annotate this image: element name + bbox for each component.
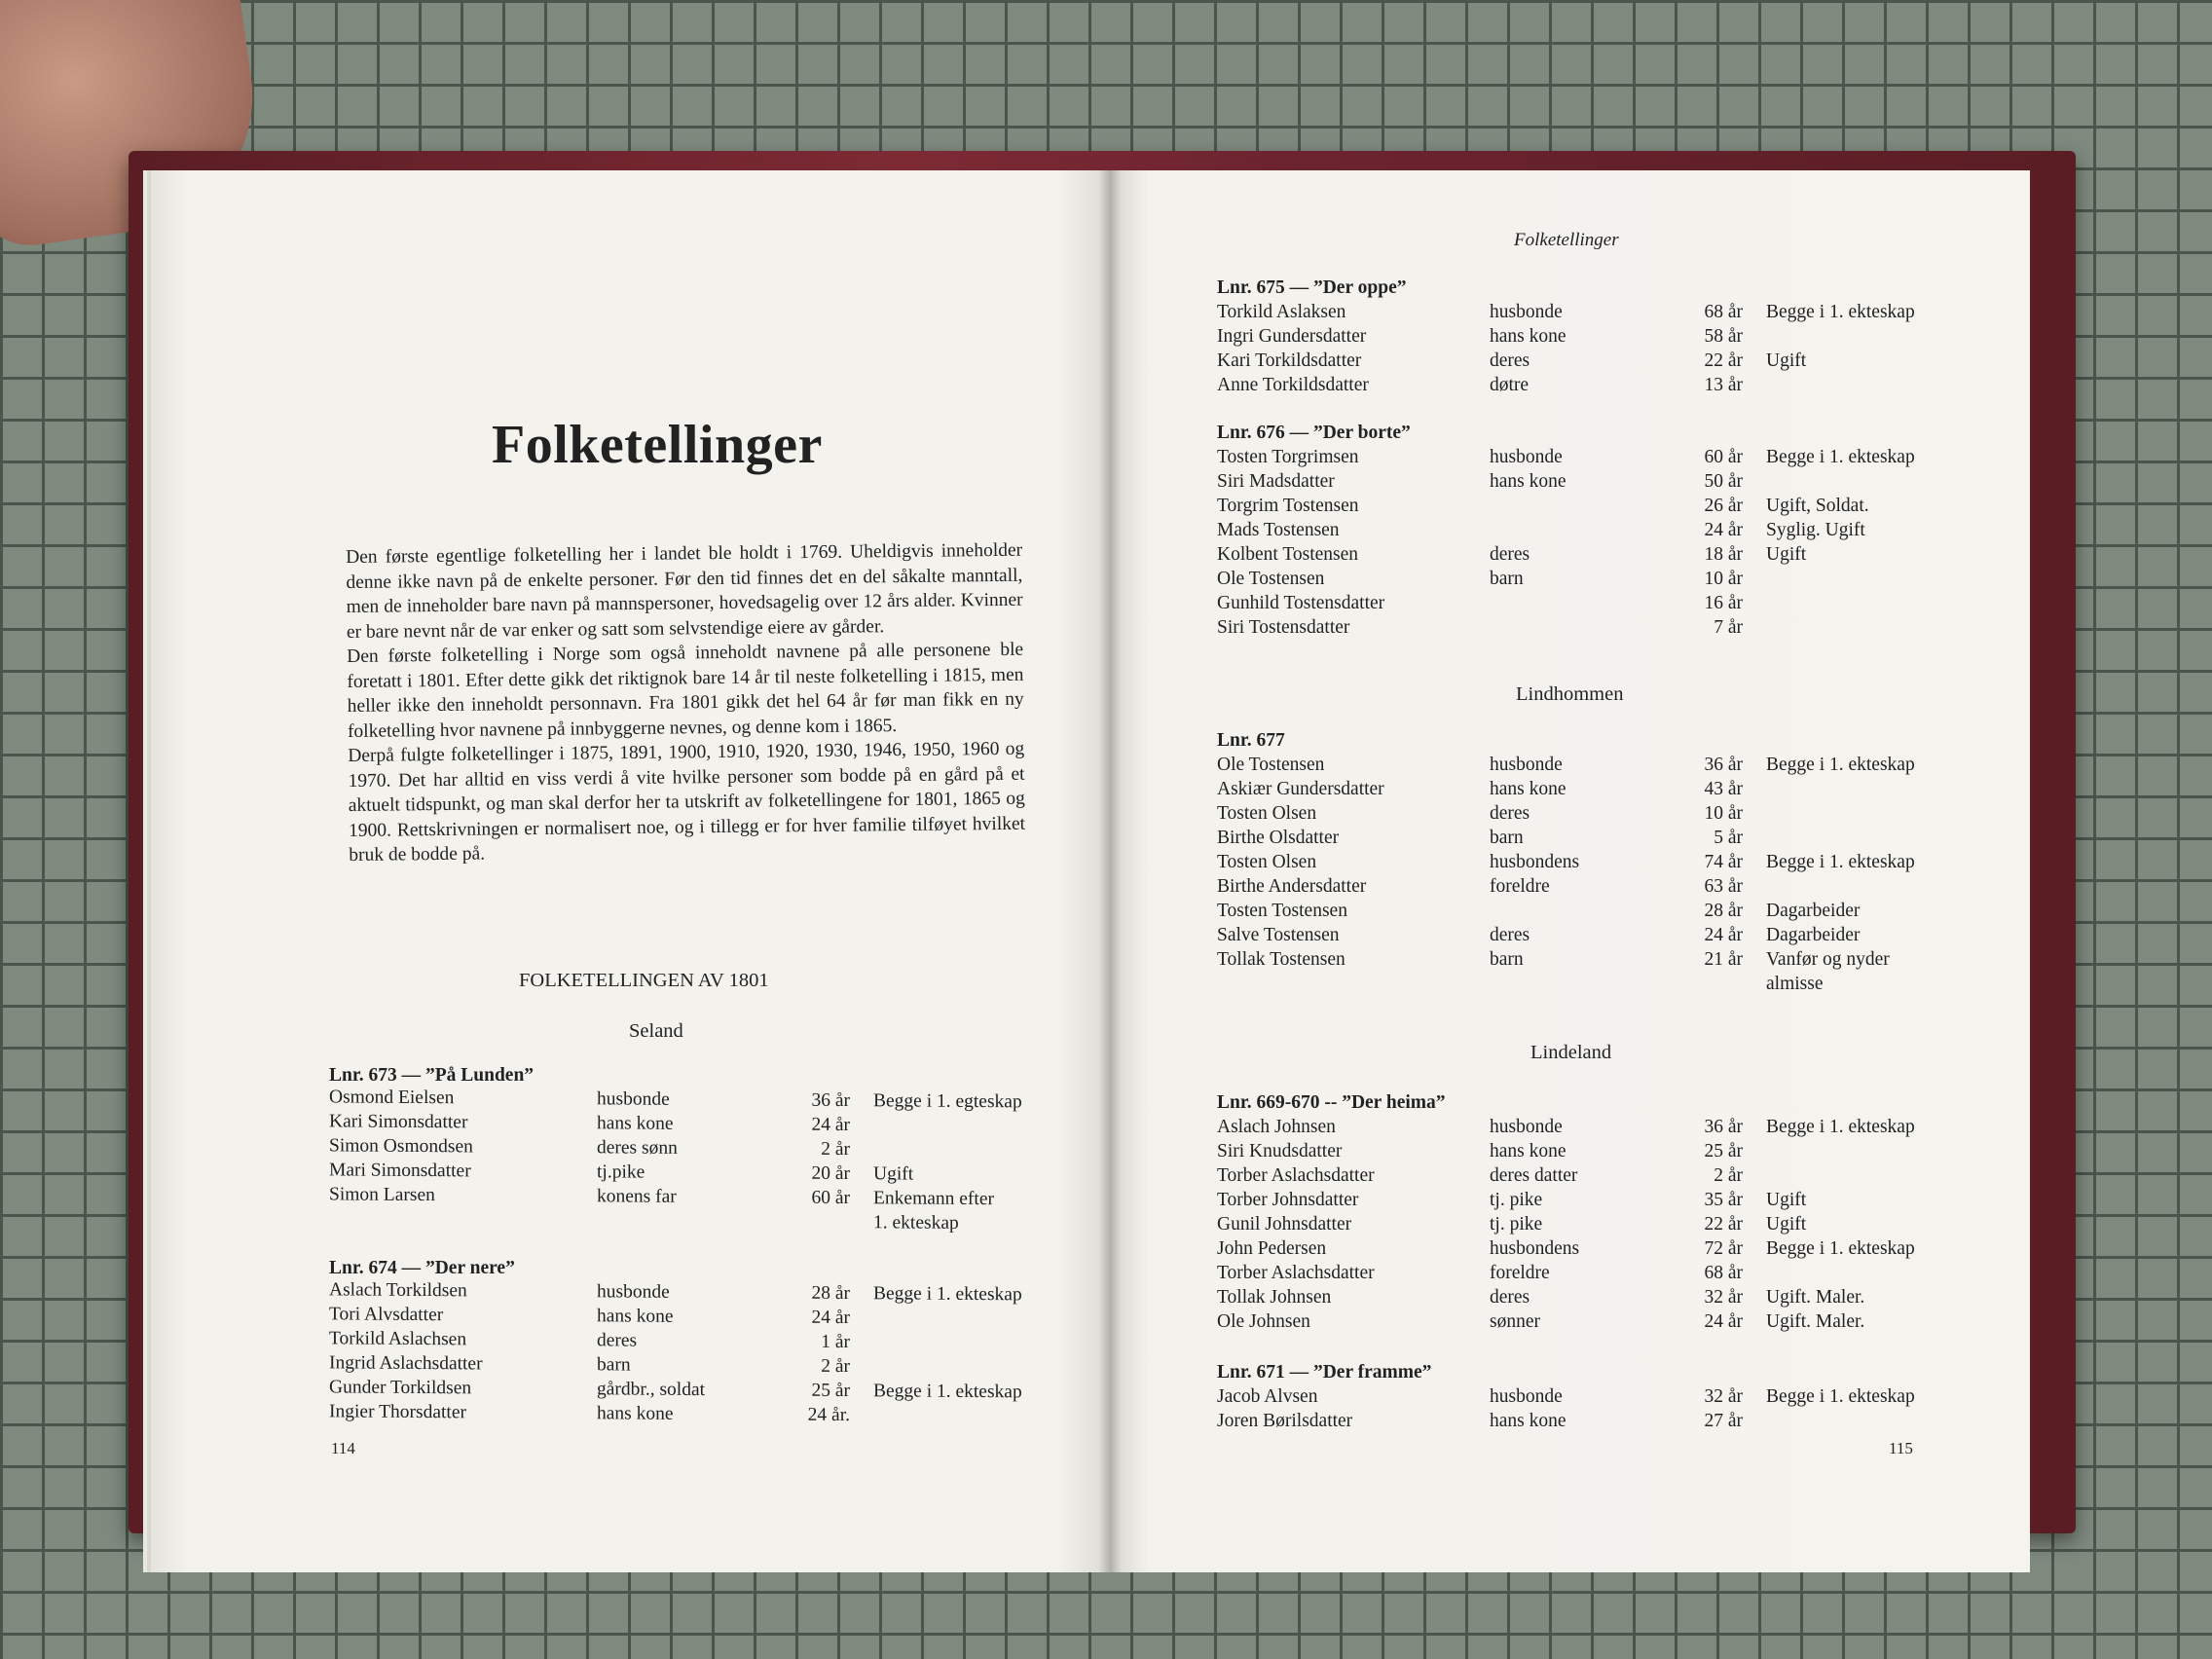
person-name: Joren Børilsdatter: [1217, 1411, 1353, 1431]
age: [1675, 972, 1743, 996]
table-row: [1217, 518, 1961, 542]
person-name: Mari Simonsdatter: [329, 1160, 471, 1182]
note: Begge i 1. ekteskap: [1766, 302, 1915, 322]
relation: deres sønn: [597, 1137, 678, 1159]
age: 36 år: [811, 1089, 850, 1112]
note: [1743, 1139, 1961, 1163]
person-name: Torkild Aslaksen: [1217, 302, 1346, 322]
person-name: Torber Aslachsdatter: [1217, 1165, 1375, 1186]
relation: deres: [1490, 1287, 1530, 1308]
table-row: [1217, 1309, 1961, 1334]
intro-paragraph: Den første egentlige folketelling her i landet ble holdt i 1769. Uheldigvis inneholder denne ikke navn på de enkelte personer. Før den tid finnes det en del såkalte manntall, men de inneholder bare navn på mannspersoner, hovedsagelig over 12 års alder. Kvinner er bare nevnt når de var enker og satt som selvstendige eiere av gårder.: [346, 539, 1023, 643]
relation: deres: [1490, 803, 1530, 824]
age: 25 år: [1704, 1141, 1743, 1161]
table-row: [1217, 1384, 1961, 1409]
age: 50 år: [1704, 471, 1743, 492]
table-row: [1217, 947, 1961, 972]
relation: [1490, 899, 1675, 923]
table-row: [1217, 1409, 1961, 1433]
person-name: Simon Larsen: [329, 1184, 435, 1206]
note: [1743, 591, 1961, 615]
relation: sønner: [1490, 1311, 1540, 1332]
age: 58 år: [1704, 326, 1743, 347]
person-name: Kari Torkildsdatter: [1217, 350, 1362, 371]
relation: hans kone: [1490, 779, 1567, 799]
age: 21 år: [1704, 949, 1743, 970]
age: 63 år: [1704, 876, 1743, 897]
age: 22 år: [1704, 350, 1743, 371]
note: [850, 1113, 1068, 1139]
relation: [597, 1208, 782, 1234]
note: Begge i 1. ekteskap: [1766, 1238, 1915, 1259]
table-row: [1217, 1261, 1961, 1285]
table-row: [1217, 615, 1961, 640]
relation: husbondens: [1490, 852, 1580, 872]
note: [1743, 1163, 1961, 1188]
note: [850, 1354, 1068, 1381]
relation: konens far: [597, 1186, 677, 1207]
person-name: Torgrim Tostensen: [1217, 496, 1359, 516]
age: 36 år: [1704, 755, 1743, 775]
person-name: Gunil Johnsdatter: [1217, 1214, 1352, 1235]
person-name: Torkild Aslachsen: [329, 1328, 467, 1350]
note: Ugift, Soldat.: [1766, 496, 1869, 516]
section-heading: FOLKETELLINGEN AV 1801: [519, 970, 769, 991]
age: [782, 1210, 850, 1235]
table-row: [1217, 1236, 1961, 1261]
relation: barn: [597, 1354, 631, 1376]
relation: hans kone: [1490, 1141, 1567, 1161]
note: Dagarbeider: [1766, 925, 1861, 945]
page-title: Folketellinger: [492, 415, 823, 475]
note: [850, 1137, 1068, 1163]
relation: hans kone: [597, 1113, 674, 1134]
age: 43 år: [1704, 779, 1743, 799]
person-name: Ingrid Aslachsdatter: [329, 1352, 483, 1375]
person-name: Tosten Torgrimsen: [1217, 447, 1359, 467]
table-row: [1217, 469, 1961, 494]
age: 72 år: [1704, 1238, 1743, 1259]
table-row: [1217, 753, 1961, 777]
place-heading: Seland: [629, 1020, 683, 1042]
relation: [1490, 615, 1675, 640]
age: 74 år: [1704, 852, 1743, 872]
age: 24 år.: [807, 1404, 850, 1426]
note: [1743, 324, 1961, 349]
age: 24 år: [1704, 1311, 1743, 1332]
age: 2 år: [1714, 1165, 1743, 1186]
relation: gårdbr., soldat: [597, 1379, 706, 1401]
person-name: Birthe Olsdatter: [1217, 828, 1340, 848]
table-row: [1217, 1212, 1961, 1236]
relation: [1490, 494, 1675, 518]
person-name: Tollak Johnsen: [1217, 1287, 1332, 1308]
person-name: Ole Tostensen: [1217, 569, 1325, 589]
table-row: [1217, 494, 1961, 518]
intro-paragraph: Derpå fulgte folketellinger i 1875, 1891, 1900, 1910, 1920, 1930, 1946, 1950, 1960 og 1970. Det har alltid en viss verdi å vite hvilke personer som bodde på en gård på et aktuelt tidspunkt, og man skal derfor her ta utskrift av folketellingene for 1801, 1865 og 1900. Rettskrivningen er normalisert noe, og i tillegg er for hver familie tilføyet hvilket bruk de bodde på.: [348, 738, 1026, 866]
note: Begge i 1. ekteskap: [873, 1283, 1022, 1306]
person-name: Gunder Torkildsen: [329, 1377, 472, 1399]
table-row: [1217, 899, 1961, 923]
table-row: [1217, 324, 1961, 349]
note: Syglig. Ugift: [1766, 520, 1865, 540]
relation: deres datter: [1490, 1165, 1578, 1186]
table-row: [1217, 542, 1961, 567]
relation: hans kone: [1490, 471, 1567, 492]
table-row: [1217, 1139, 1961, 1163]
note: [1743, 373, 1961, 397]
note: Ugift: [873, 1163, 914, 1185]
person-name: John Pedersen: [1217, 1238, 1327, 1259]
person-name: Ole Johnsen: [1217, 1311, 1310, 1332]
census-entry: [1217, 421, 1961, 640]
age: 20 år: [811, 1162, 850, 1185]
note: [1743, 1261, 1961, 1285]
note: Ugift. Maler.: [1766, 1311, 1865, 1332]
relation: husbonde: [1490, 1117, 1563, 1137]
note: Enkemann efter: [873, 1188, 994, 1210]
relation: tj.pike: [597, 1161, 645, 1183]
relation: hans kone: [597, 1306, 674, 1327]
census-entry: [329, 1063, 1068, 1234]
table-row: [1217, 923, 1961, 947]
note: 1. ekteskap: [873, 1212, 959, 1234]
person-name: Ingri Gundersdatter: [1217, 326, 1367, 347]
note: Ugift: [1766, 1190, 1807, 1210]
age: 24 år: [811, 1114, 850, 1136]
census-entry: [1217, 728, 1961, 996]
table-row: [1217, 850, 1961, 874]
note: [1743, 801, 1961, 826]
person-name: Gunhild Tostensdatter: [1217, 593, 1385, 613]
person-name: Aslach Johnsen: [1217, 1117, 1336, 1137]
note: [850, 1306, 1068, 1332]
person-name: Torber Johnsdatter: [1217, 1190, 1359, 1210]
intro-text: [346, 538, 1025, 868]
person-name: Anne Torkildsdatter: [1217, 375, 1369, 395]
census-entry: [1217, 276, 1961, 397]
relation: husbonde: [597, 1088, 670, 1110]
table-row: [1217, 1115, 1961, 1139]
age: 10 år: [1704, 803, 1743, 824]
person-name: Tosten Tostensen: [1217, 901, 1347, 921]
table-row: [1217, 349, 1961, 373]
relation: deres: [1490, 350, 1530, 371]
age: 7 år: [1714, 617, 1743, 638]
table-row: [1217, 777, 1961, 801]
age: 16 år: [1704, 593, 1743, 613]
table-row: [1217, 300, 1961, 324]
person-name: Salve Tostensen: [1217, 925, 1340, 945]
intro-paragraph: Den første folketelling i Norge som også inneholdt navnene på alle personene ble foretatt i 1801. Efter dette gikk det riktignok bare 14 år til neste folketelling i 1815, men heller ikke den inneholdt personnavn. Fra 1801 gikk det hel 64 år før man fikk en ny folketelling hvor navnene på innbyggerne nevnes, og denne kom i 1865.: [347, 639, 1024, 742]
person-name: Birthe Andersdatter: [1217, 876, 1367, 897]
person-name: Osmond Eielsen: [329, 1087, 455, 1109]
age: 68 år: [1704, 1263, 1743, 1283]
age: 28 år: [1704, 901, 1743, 921]
entry-header: Lnr. 671 — ”Der framme”: [1217, 1362, 1432, 1382]
person-name: Jacob Alvsen: [1217, 1386, 1318, 1407]
person-name: Tollak Tostensen: [1217, 949, 1346, 970]
page-number-right: 115: [1889, 1439, 1913, 1457]
page-number-left: 114: [331, 1439, 355, 1457]
table-row: [1217, 801, 1961, 826]
age: 24 år: [1704, 925, 1743, 945]
census-entry: [1217, 1090, 1961, 1334]
relation: deres: [597, 1330, 638, 1351]
note: Begge i 1. ekteskap: [1766, 447, 1915, 467]
entry-header: Lnr. 675 — ”Der oppe”: [1217, 277, 1407, 298]
age: 24 år: [811, 1307, 850, 1329]
census-entry: [1217, 1360, 1961, 1433]
relation: barn: [1490, 828, 1524, 848]
note: Ugift: [1766, 544, 1807, 565]
relation: foreldre: [1490, 876, 1550, 897]
age: 35 år: [1704, 1190, 1743, 1210]
age: 22 år: [1704, 1214, 1743, 1235]
note: [1743, 615, 1961, 640]
person-name: Siri Tostensdatter: [1217, 617, 1350, 638]
person-name: Ole Tostensen: [1217, 755, 1325, 775]
relation: døtre: [1490, 375, 1530, 395]
table-row: [1217, 1163, 1961, 1188]
relation: husbonde: [1490, 1386, 1563, 1407]
age: 28 år: [811, 1282, 850, 1305]
note: Ugift: [1766, 350, 1807, 371]
person-name: Mads Tostensen: [1217, 520, 1340, 540]
table-row: [1217, 445, 1961, 469]
table-row: [1217, 972, 1961, 996]
note: almisse: [1766, 974, 1824, 994]
age: 26 år: [1704, 496, 1743, 516]
age: 60 år: [1704, 447, 1743, 467]
note: Begge i 1. ekteskap: [873, 1381, 1022, 1403]
person-name: Ingier Thorsdatter: [329, 1401, 466, 1423]
note: Begge i 1. egteskap: [873, 1090, 1022, 1113]
entry-header: Lnr. 673 — ”På Lunden”: [329, 1065, 535, 1086]
note: Begge i 1. ekteskap: [1766, 852, 1915, 872]
relation: hans kone: [1490, 1411, 1567, 1431]
age: 18 år: [1704, 544, 1743, 565]
note: [1743, 567, 1961, 591]
relation: husbonde: [597, 1281, 670, 1303]
place-heading: Lindeland: [1530, 1042, 1612, 1063]
person-name: Tosten Olsen: [1217, 852, 1317, 872]
note: Begge i 1. ekteskap: [1766, 1117, 1915, 1137]
relation: deres: [1490, 925, 1530, 945]
note: [1743, 874, 1961, 899]
age: 5 år: [1714, 828, 1743, 848]
note: Begge i 1. ekteskap: [1766, 755, 1915, 775]
age: 68 år: [1704, 302, 1743, 322]
age: 32 år: [1704, 1287, 1743, 1308]
entry-header: Lnr. 676 — ”Der borte”: [1217, 423, 1411, 443]
table-row: [1217, 591, 1961, 615]
relation: foreldre: [1490, 1263, 1550, 1283]
person-name: Siri Knudsdatter: [1217, 1141, 1343, 1161]
table-row: [1217, 826, 1961, 850]
person-name: Kari Simonsdatter: [329, 1111, 468, 1133]
person-name: [1217, 972, 1490, 996]
age: 1 år: [821, 1331, 850, 1353]
census-entry: [329, 1256, 1068, 1426]
age: 24 år: [1704, 520, 1743, 540]
table-row: [1217, 1285, 1961, 1309]
age: 60 år: [811, 1187, 850, 1209]
relation: tj. pike: [1490, 1214, 1543, 1235]
table-row: [1217, 567, 1961, 591]
relation: [1490, 591, 1675, 615]
note: [1743, 826, 1961, 850]
age: 25 år: [811, 1380, 850, 1402]
note: [850, 1330, 1068, 1356]
note: Dagarbeider: [1766, 901, 1861, 921]
age: 32 år: [1704, 1386, 1743, 1407]
entry-header: Lnr. 674 — ”Der nere”: [329, 1258, 515, 1278]
entry-header: Lnr. 677: [1217, 730, 1285, 751]
person-name: Tori Alvsdatter: [329, 1304, 444, 1326]
running-head: Folketellinger: [1514, 230, 1619, 250]
age: 36 år: [1704, 1117, 1743, 1137]
relation: tj. pike: [1490, 1190, 1543, 1210]
relation: husbonde: [1490, 302, 1563, 322]
person-name: Aslach Torkildsen: [329, 1279, 467, 1302]
relation: barn: [1490, 949, 1524, 970]
person-name: [329, 1206, 597, 1233]
person-name: Torber Aslachsdatter: [1217, 1263, 1375, 1283]
relation: husbonde: [1490, 447, 1563, 467]
book-gutter: [1098, 170, 1122, 1572]
table-row: [1217, 373, 1961, 397]
age: 10 år: [1704, 569, 1743, 589]
age: 2 år: [821, 1355, 850, 1378]
age: 2 år: [821, 1138, 850, 1161]
relation: hans kone: [1490, 326, 1567, 347]
relation: husbonde: [1490, 755, 1563, 775]
note: Begge i 1. ekteskap: [1766, 1386, 1915, 1407]
note: Ugift. Maler.: [1766, 1287, 1865, 1308]
person-name: Simon Osmondsen: [329, 1135, 473, 1158]
relation: deres: [1490, 544, 1530, 565]
note: [850, 1403, 1068, 1429]
person-name: Kolbent Tostensen: [1217, 544, 1359, 565]
place-heading: Lindhommen: [1516, 683, 1624, 705]
note: [1743, 1409, 1961, 1433]
entry-header: Lnr. 669-670 -- ”Der heima”: [1217, 1092, 1446, 1113]
note: Ugift: [1766, 1214, 1807, 1235]
relation: barn: [1490, 569, 1524, 589]
note: [1743, 777, 1961, 801]
table-row: [1217, 874, 1961, 899]
relation: [1490, 972, 1675, 996]
person-name: Askiær Gundersdatter: [1217, 779, 1384, 799]
table-row: [1217, 1188, 1961, 1212]
age: 27 år: [1704, 1411, 1743, 1431]
person-name: Siri Madsdatter: [1217, 471, 1335, 492]
relation: [1490, 518, 1675, 542]
age: 13 år: [1704, 375, 1743, 395]
relation: hans kone: [597, 1403, 674, 1424]
relation: husbondens: [1490, 1238, 1580, 1259]
person-name: Tosten Olsen: [1217, 803, 1317, 824]
note: [1743, 469, 1961, 494]
note: Vanfør og nyder: [1766, 949, 1890, 970]
table-row: [329, 1206, 1068, 1235]
table-row: [329, 1399, 1068, 1428]
